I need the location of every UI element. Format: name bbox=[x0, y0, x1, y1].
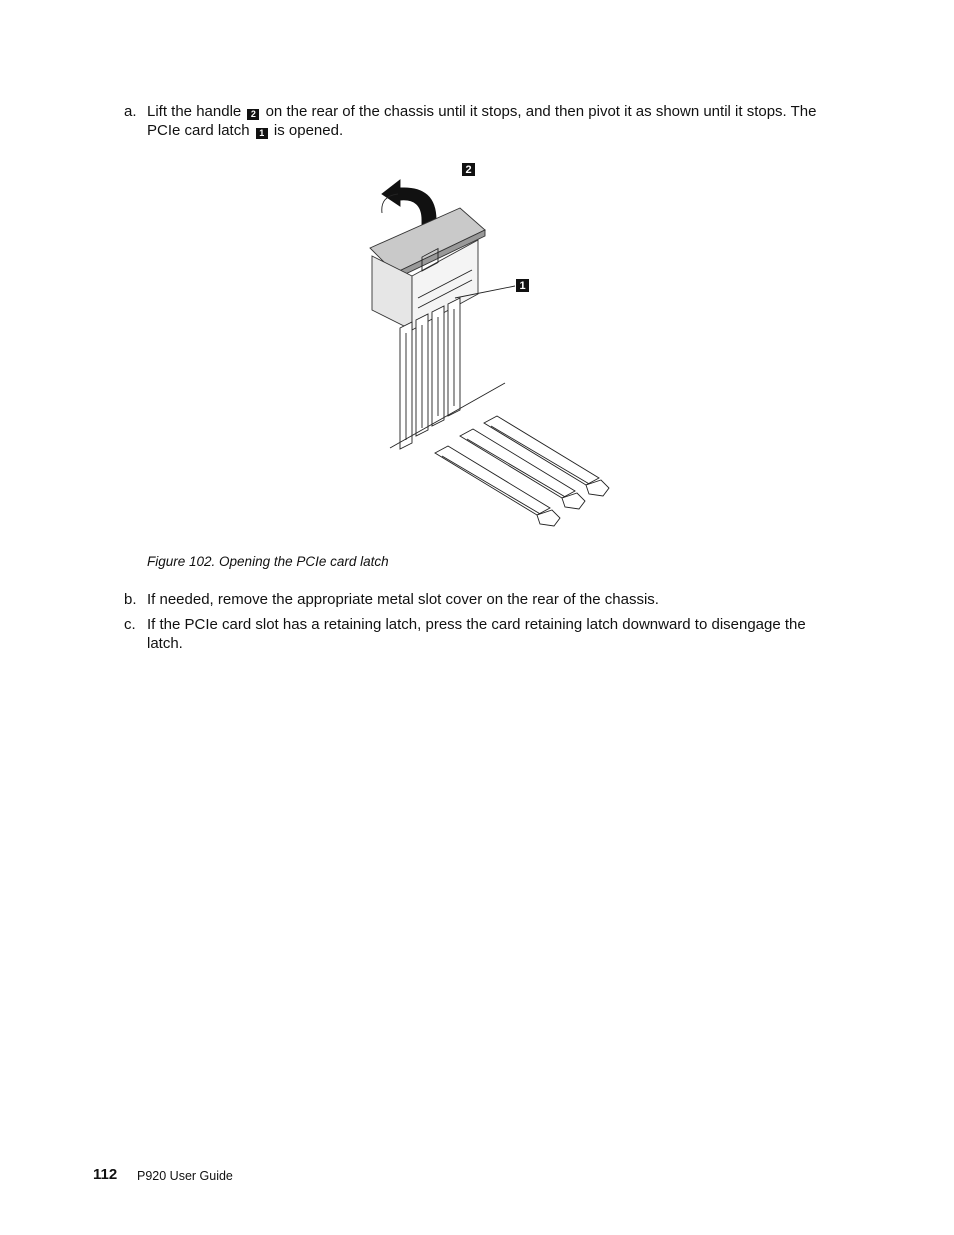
step-text: If needed, remove the appropriate metal slot cover on the rear of the chassis. bbox=[147, 591, 659, 608]
step-text-part: is opened. bbox=[273, 122, 344, 139]
step-marker: c. bbox=[124, 616, 136, 633]
step-marker: b. bbox=[124, 591, 137, 608]
step-c bbox=[124, 615, 844, 653]
step-marker: a. bbox=[124, 103, 137, 120]
step-b bbox=[124, 590, 844, 609]
step-a bbox=[124, 102, 844, 140]
figure-callout-1: 1 bbox=[519, 280, 526, 292]
figure-caption: Figure 102. Opening the PCIe card latch bbox=[147, 554, 389, 569]
callout-badge: 1 bbox=[256, 128, 268, 139]
pcie-latch-illustration bbox=[360, 158, 630, 538]
step-text: If the PCIe card slot has a retaining latch, press the card retaining latch downward to disengage the latch. bbox=[147, 616, 806, 652]
step-text-part: on the rear of the chassis until it stops, and then pivot it as shown until it stops. The PCIe card latch bbox=[147, 103, 817, 139]
page-number: 112 bbox=[93, 1166, 118, 1183]
step-text bbox=[147, 102, 844, 140]
step-text-part: Lift the handle bbox=[147, 103, 242, 120]
document-title: P920 User Guide bbox=[137, 1169, 233, 1183]
figure-callout-2: 2 bbox=[465, 164, 472, 176]
callout-badge: 2 bbox=[247, 109, 259, 120]
